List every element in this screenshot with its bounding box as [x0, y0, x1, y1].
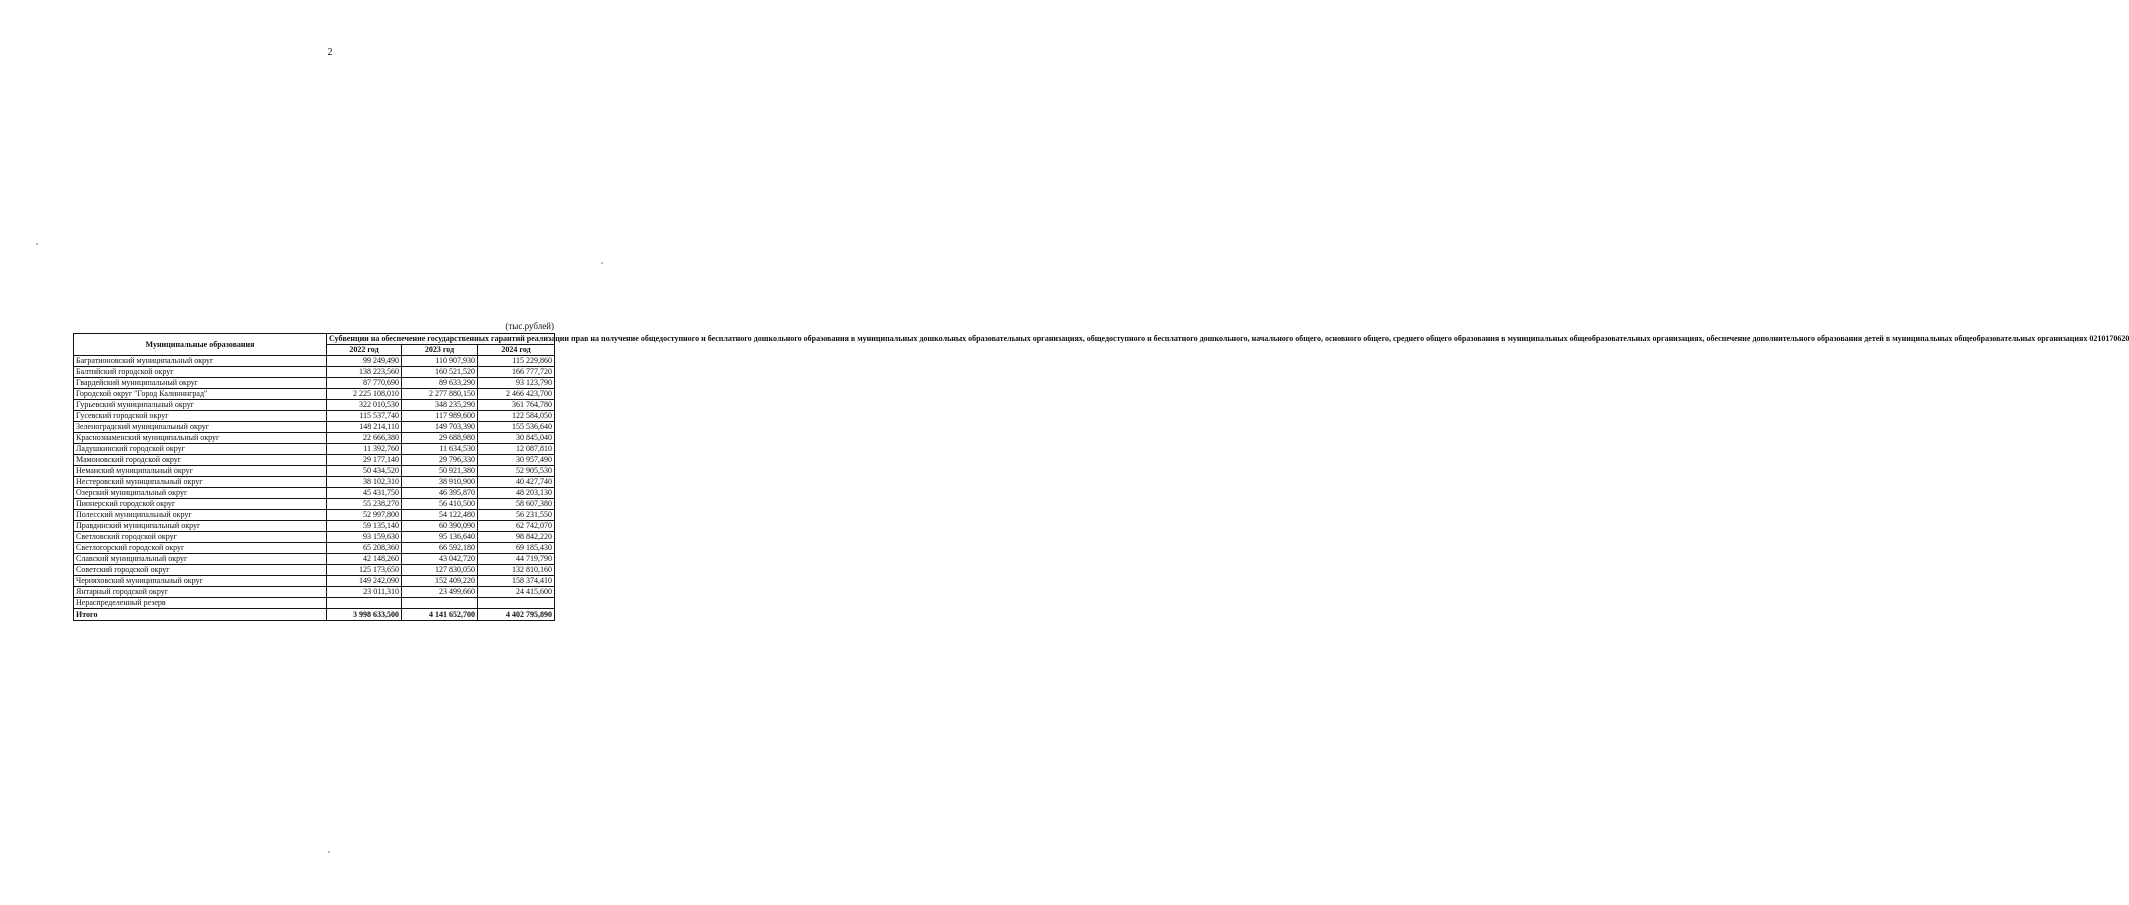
value-cell: 93 159,630	[327, 532, 402, 543]
value-cell: 132 810,160	[478, 565, 555, 576]
value-cell: 2 277 880,150	[402, 389, 478, 400]
municipality-name: Озерский муниципальный округ	[74, 488, 327, 499]
page-number: 2	[327, 47, 333, 58]
municipality-name: Ладушкинский городской округ	[74, 444, 327, 455]
value-cell: 65 208,360	[327, 543, 402, 554]
value-cell: 58 607,380	[478, 499, 555, 510]
municipality-name: Нераспределенный резерв	[74, 598, 327, 609]
table-row	[74, 378, 555, 389]
table-row	[74, 466, 555, 477]
value-cell: 158 374,410	[478, 576, 555, 587]
subvention-table	[73, 333, 2129, 621]
value-cell: 38 102,310	[327, 477, 402, 488]
value-cell: 69 185,430	[478, 543, 555, 554]
table-row	[74, 477, 555, 488]
municipality-name: Полесский муниципальный округ	[74, 510, 327, 521]
value-cell: 99 249,490	[327, 356, 402, 367]
table-row	[74, 532, 555, 543]
value-cell: 24 415,600	[478, 587, 555, 598]
value-cell: 166 777,720	[478, 367, 555, 378]
value-cell: 138 223,560	[327, 367, 402, 378]
municipality-name: Черняховский муниципальный округ	[74, 576, 327, 587]
value-cell: 29 177,140	[327, 455, 402, 466]
table-row	[74, 422, 555, 433]
value-cell: 12 087,810	[478, 444, 555, 455]
value-cell: 117 989,600	[402, 411, 478, 422]
municipality-name: Славский муниципальный округ	[74, 554, 327, 565]
value-cell: 125 173,650	[327, 565, 402, 576]
table-row	[74, 576, 555, 587]
value-cell: 50 921,380	[402, 466, 478, 477]
value-cell: 11 392,760	[327, 444, 402, 455]
value-cell: 50 434,520	[327, 466, 402, 477]
municipality-name: Неманский муниципальный округ	[74, 466, 327, 477]
value-cell: 87 770,690	[327, 378, 402, 389]
municipality-name: Гвардейский муниципальный округ	[74, 378, 327, 389]
table-row	[74, 543, 555, 554]
table-row	[74, 499, 555, 510]
total-label: Итого	[74, 609, 327, 621]
table-row	[74, 510, 555, 521]
municipality-name: Балтийский городской округ	[74, 367, 327, 378]
table-body	[74, 356, 555, 621]
table-row	[74, 433, 555, 444]
value-cell: 56 231,550	[478, 510, 555, 521]
value-cell: 55 238,270	[327, 499, 402, 510]
value-cell: 322 010,530	[327, 400, 402, 411]
value-cell: 348 235,290	[402, 400, 478, 411]
value-cell: 23 499,660	[402, 587, 478, 598]
year-header: 2024 год	[478, 345, 555, 356]
value-cell: 52 997,800	[327, 510, 402, 521]
value-cell: 115 537,740	[327, 411, 402, 422]
header-municipalities: Муниципальные образования	[74, 334, 327, 356]
value-cell: 43 042,720	[402, 554, 478, 565]
scan-speck	[328, 851, 330, 853]
value-cell	[402, 598, 478, 609]
scan-speck	[601, 262, 603, 264]
year-header: 2023 год	[402, 345, 478, 356]
municipality-name: Пионерский городской округ	[74, 499, 327, 510]
table-row	[74, 587, 555, 598]
value-cell: 110 907,930	[402, 356, 478, 367]
value-cell: 30 845,040	[478, 433, 555, 444]
value-cell: 52 905,530	[478, 466, 555, 477]
value-cell: 127 830,050	[402, 565, 478, 576]
value-cell: 2 225 108,010	[327, 389, 402, 400]
value-cell: 98 842,220	[478, 532, 555, 543]
municipality-name: Светлогорский городской округ	[74, 543, 327, 554]
value-cell: 60 390,090	[402, 521, 478, 532]
municipality-name: Гурьевский муниципальный округ	[74, 400, 327, 411]
value-cell: 30 957,490	[478, 455, 555, 466]
municipality-name: Правдинский муниципальный округ	[74, 521, 327, 532]
table-row	[74, 598, 555, 609]
value-cell: 361 764,780	[478, 400, 555, 411]
municipality-name: Зеленоградский муниципальный округ	[74, 422, 327, 433]
value-cell: 11 634,530	[402, 444, 478, 455]
units-label: (тыс.рублей)	[505, 321, 554, 331]
value-cell: 45 431,750	[327, 488, 402, 499]
scan-speck	[36, 243, 38, 245]
value-cell	[478, 598, 555, 609]
value-cell: 148 214,110	[327, 422, 402, 433]
value-cell: 48 203,130	[478, 488, 555, 499]
value-cell: 149 703,390	[402, 422, 478, 433]
table-row	[74, 356, 555, 367]
total-row	[74, 609, 555, 621]
table-row	[74, 554, 555, 565]
value-cell: 122 584,050	[478, 411, 555, 422]
value-cell: 115 229,860	[478, 356, 555, 367]
year-header: 2022 год	[327, 345, 402, 356]
value-cell: 155 536,640	[478, 422, 555, 433]
value-cell: 22 666,380	[327, 433, 402, 444]
table-row	[74, 488, 555, 499]
total-value: 4 402 795,890	[478, 609, 555, 621]
value-cell: 89 633,290	[402, 378, 478, 389]
municipality-name: Гусевский городской округ	[74, 411, 327, 422]
table-row	[74, 367, 555, 378]
value-cell: 42 148,260	[327, 554, 402, 565]
value-cell: 29 796,330	[402, 455, 478, 466]
value-cell: 2 466 423,700	[478, 389, 555, 400]
table-row	[74, 565, 555, 576]
table-row	[74, 411, 555, 422]
value-cell: 29 688,980	[402, 433, 478, 444]
table-row	[74, 444, 555, 455]
value-cell: 95 136,640	[402, 532, 478, 543]
table-row	[74, 455, 555, 466]
header-subvention-title: Субвенции на обеспечение государственных гарантий реализации прав на получение общедоступного и бесплатного дошкольного образования в муниципальных дошкольных образовательных организациях, общедоступного и бесплатного дошкольного, начального общего, основного общего, среднего общего образования в муниципальных общеобразовательных организациях, обеспечение дополнительного образования детей в муниципальных общеобразовательных организациях 0210170620	[327, 334, 555, 345]
value-cell: 54 122,480	[402, 510, 478, 521]
total-value: 3 998 633,500	[327, 609, 402, 621]
municipality-name: Светловский городской округ	[74, 532, 327, 543]
municipality-name: Советский городской округ	[74, 565, 327, 576]
table-row	[74, 400, 555, 411]
value-cell: 56 410,500	[402, 499, 478, 510]
value-cell: 23 011,310	[327, 587, 402, 598]
value-cell: 62 742,070	[478, 521, 555, 532]
municipality-name: Багратионовский муниципальный округ	[74, 356, 327, 367]
municipality-name: Нестеровский муниципальный округ	[74, 477, 327, 488]
value-cell	[327, 598, 402, 609]
value-cell: 40 427,740	[478, 477, 555, 488]
table-row	[74, 389, 555, 400]
value-cell: 46 395,870	[402, 488, 478, 499]
table-row	[74, 521, 555, 532]
municipality-name: Янтарный городской округ	[74, 587, 327, 598]
municipality-name: Краснознаменский муниципальный округ	[74, 433, 327, 444]
value-cell: 152 409,220	[402, 576, 478, 587]
municipality-name: Городской округ "Город Калининград"	[74, 389, 327, 400]
value-cell: 66 592,180	[402, 543, 478, 554]
value-cell: 93 123,790	[478, 378, 555, 389]
value-cell: 44 719,790	[478, 554, 555, 565]
value-cell: 149 242,090	[327, 576, 402, 587]
value-cell: 38 910,900	[402, 477, 478, 488]
value-cell: 160 521,520	[402, 367, 478, 378]
municipality-name: Мамоновский городской округ	[74, 455, 327, 466]
value-cell: 59 135,140	[327, 521, 402, 532]
total-value: 4 141 652,700	[402, 609, 478, 621]
